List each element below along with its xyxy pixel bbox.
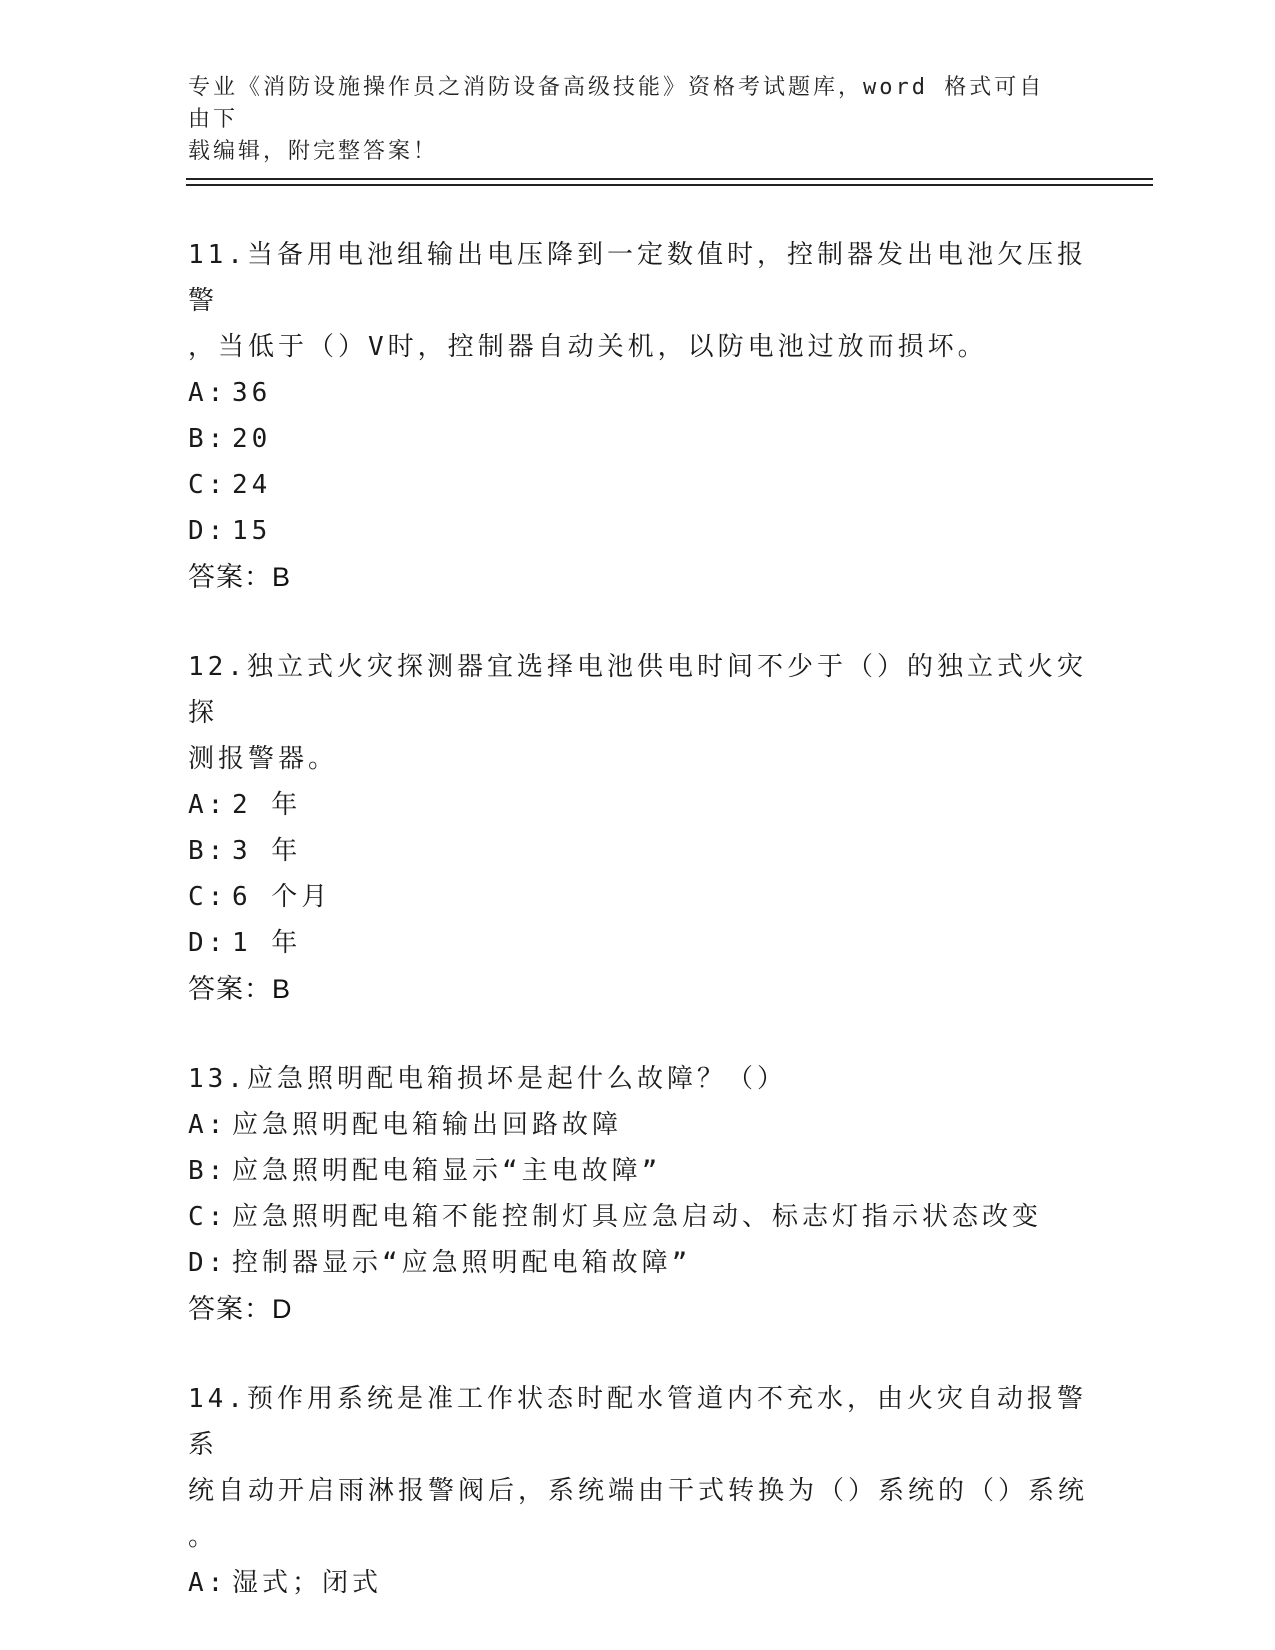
- option-key: B:: [188, 424, 228, 454]
- option-text: 应急照明配电箱不能控制灯具应急启动、标志灯指示状态改变: [232, 1202, 1043, 1232]
- option-text: 1 年: [232, 928, 302, 958]
- option-c: [188, 462, 1088, 508]
- question-text-line: 统自动开启雨淋报警阀后，系统端由干式转换为（）系统的（）系统: [188, 1476, 1089, 1506]
- header-line-2: 载编辑，附完整答案！: [188, 139, 439, 164]
- question-11: [188, 232, 1088, 600]
- question-text-line: 12.独立式火灾探测器宜选择电池供电时间不少于（）的独立式火灾探: [188, 652, 1087, 728]
- option-a: [188, 782, 1088, 828]
- option-key: B:: [188, 836, 228, 866]
- option-d: [188, 508, 1088, 554]
- answer-line: 答案：B: [188, 974, 292, 1004]
- question-text-line: 。: [188, 1522, 219, 1552]
- option-text: 3 年: [232, 836, 302, 866]
- question-12: [188, 644, 1088, 1012]
- option-text: 24: [232, 470, 272, 500]
- option-key: B:: [188, 1156, 228, 1186]
- option-text: 15: [232, 516, 272, 546]
- option-key: A:: [188, 1568, 228, 1598]
- option-text: 6 个月: [232, 882, 332, 912]
- question-14: [188, 1376, 1088, 1606]
- option-c: [188, 1194, 1088, 1240]
- option-d: [188, 920, 1088, 966]
- option-text: 2 年: [232, 790, 302, 820]
- answer-line: 答案：B: [188, 562, 292, 592]
- option-key: A:: [188, 1110, 228, 1140]
- option-key: A:: [188, 790, 228, 820]
- option-b: [188, 416, 1088, 462]
- question-list: [188, 232, 1088, 1650]
- option-text: 36: [232, 378, 272, 408]
- header-divider-bottom: [186, 184, 1153, 186]
- option-key: C:: [188, 470, 228, 500]
- option-b: [188, 1148, 1088, 1194]
- option-a: [188, 370, 1088, 416]
- option-text: 20: [232, 424, 272, 454]
- document-header: [188, 72, 1068, 168]
- option-text: 应急照明配电箱显示“主电故障”: [232, 1156, 662, 1186]
- option-d: [188, 1240, 1088, 1286]
- question-text-line: 测报警器。: [188, 744, 339, 774]
- option-text: 应急照明配电箱输出回路故障: [232, 1110, 623, 1140]
- header-line-1: 专业《消防设施操作员之消防设备高级技能》资格考试题库，word 格式可自由下: [188, 75, 1045, 132]
- option-c: [188, 874, 1088, 920]
- question-text-line: 14.预作用系统是准工作状态时配水管道内不充水，由火灾自动报警系: [188, 1384, 1087, 1460]
- answer-line: 答案：D: [188, 1294, 293, 1324]
- question-text-line: 11.当备用电池组输出电压降到一定数值时，控制器发出电池欠压报警: [188, 240, 1087, 316]
- question-text-line: ，当低于（）V时，控制器自动关机，以防电池过放而损坏。: [188, 332, 988, 362]
- option-key: C:: [188, 1202, 228, 1232]
- option-a: [188, 1102, 1088, 1148]
- option-text: 控制器显示“应急照明配电箱故障”: [232, 1248, 692, 1278]
- option-b: [188, 828, 1088, 874]
- option-text: 湿式；闭式: [232, 1568, 383, 1598]
- option-a: [188, 1560, 1088, 1606]
- option-key: C:: [188, 882, 228, 912]
- option-key: D:: [188, 516, 228, 546]
- option-key: A:: [188, 378, 228, 408]
- header-divider-top: [186, 178, 1153, 180]
- option-key: D:: [188, 928, 228, 958]
- question-text-line: 13.应急照明配电箱损坏是起什么故障？（）: [188, 1064, 787, 1094]
- option-key: D:: [188, 1248, 228, 1278]
- question-13: [188, 1056, 1088, 1332]
